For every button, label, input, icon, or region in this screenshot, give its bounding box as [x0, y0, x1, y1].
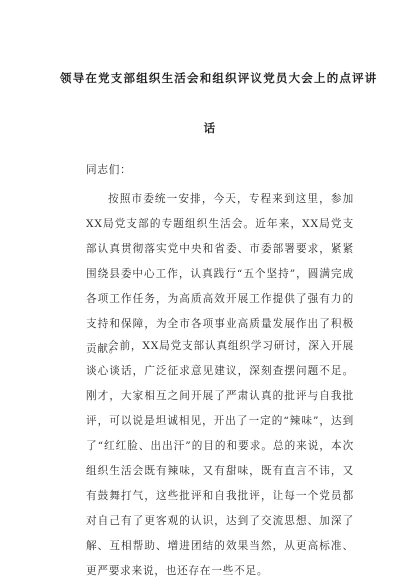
greeting: 同志们：: [86, 164, 132, 176]
document-title-line-1: 领导在党支部组织生活会和组织评议党员大会上的点评讲: [60, 71, 378, 85]
document-title-line-2: 话: [203, 121, 217, 135]
paragraph-1: 按照市委统一安排，今天，专程来到这里，参加XX局党支部的专题组织生活会。近年来，XX局党支部认真贯彻落实党中央和省委、市委部署要求，紧紧围绕县委中心工作，认真践行“五个坚持”，圆满完成各项工作任务，为高质高效开展工作提供了强有力的支持和保障，为全市各项事业高质量发展作出了积极贡献。: [86, 193, 354, 355]
paragraph-2: 会前，XX局党支部认真组织学习研讨，深入开展谈心谈话，广泛征求意见建议，深刻查摆问题不足。刚才，大家相互之间开展了严肃认真的批评与自我批评，可以说是坦诚相见，开出了一定的“辣味”，达到了“红红脸、出出汗”的目的和要求。总的来说，本次组织生活会既有辣味，又有甜味，既有直言不讳，又有鼓舞打气，这些批评和自我批评，让每一个党员都对自己有了更客观的认识，达到了交流思想、加深了解、互相帮助、增进团结的效果当然，从更高标准、更严要求来说，也还存在一些不足。: [86, 340, 354, 577]
